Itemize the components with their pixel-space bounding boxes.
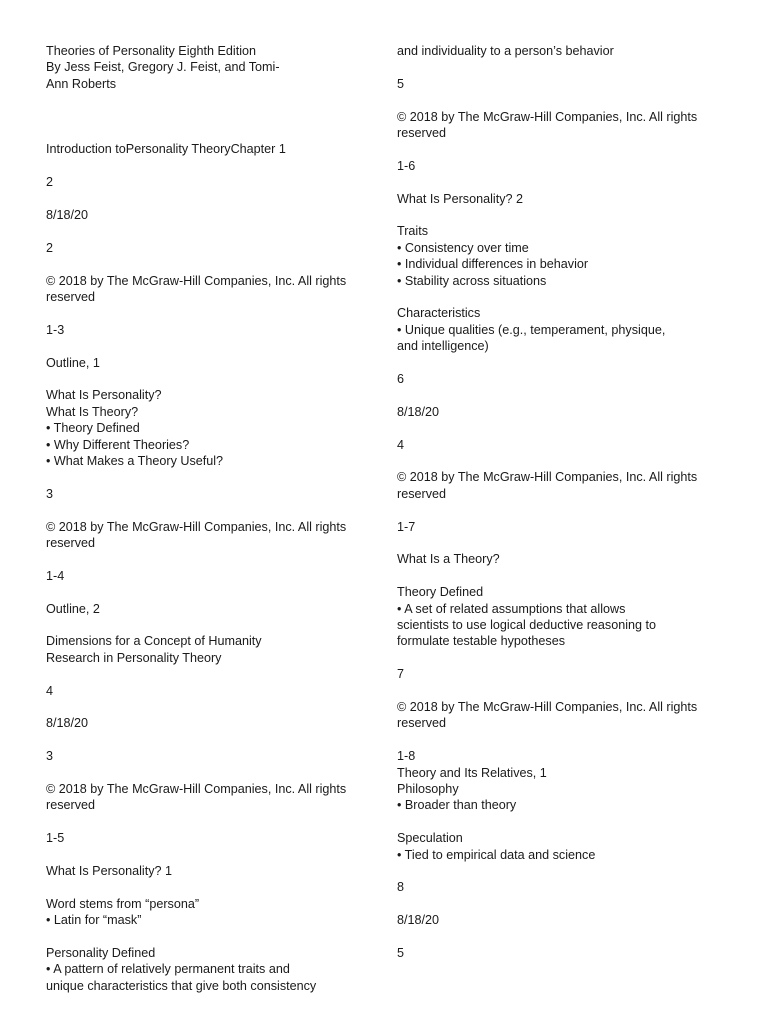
text-block: [46, 174, 361, 190]
text-block: [46, 748, 361, 764]
text-line: unique characteristics that give both consistency: [46, 978, 317, 993]
text-block: [46, 945, 361, 994]
text-block: [46, 322, 361, 338]
text-line: [46, 109, 361, 125]
text-line: Dimensions for a Concept of Humanity: [46, 634, 262, 649]
text-line: Traits: [397, 224, 429, 239]
text-line: © 2018 by The McGraw-Hill Companies, Inc. All rights: [46, 273, 347, 288]
text-line: • Why Different Theories?: [46, 437, 190, 452]
text-line: scientists to use logical deductive reasoning to: [397, 618, 657, 633]
text-block: [46, 896, 361, 929]
text-block: [397, 404, 712, 420]
text-line: • Stability across situations: [397, 273, 547, 288]
text-line: reserved: [397, 126, 446, 140]
text-block: [46, 141, 361, 157]
text-block: [397, 584, 712, 650]
text-line: reserved: [46, 290, 95, 304]
text-block: [397, 437, 712, 453]
text-line: • Tied to empirical data and science: [397, 847, 596, 862]
text-block: [397, 666, 712, 682]
text-block: [397, 76, 712, 92]
text-line: 2: [46, 240, 54, 255]
text-line: 5: [397, 76, 405, 91]
text-line: 1-6: [397, 158, 416, 173]
text-line: Word stems from “persona”: [46, 896, 200, 911]
text-block: [397, 223, 712, 289]
text-line: reserved: [46, 798, 95, 813]
text-block: [397, 879, 712, 895]
text-line: Research in Personality Theory: [46, 650, 222, 665]
text-line: © 2018 by The McGraw-Hill Companies, Inc. All rights: [46, 519, 347, 534]
text-line: Introduction toPersonality TheoryChapter 1: [46, 142, 286, 157]
text-line: What Is Personality? 1: [46, 864, 172, 878]
text-block: [397, 912, 712, 928]
text-line: Characteristics: [397, 306, 481, 321]
text-block: [397, 191, 712, 207]
text-line: Philosophy: [397, 782, 459, 797]
text-block: [46, 633, 361, 666]
text-line: • Latin for “mask”: [46, 913, 142, 928]
text-block: [46, 109, 361, 125]
text-line: reserved: [397, 486, 446, 501]
text-block: [46, 781, 361, 814]
text-block: [46, 601, 361, 617]
text-line: 7: [397, 667, 405, 682]
text-line: 1-8: [397, 749, 416, 764]
text-line: Speculation: [397, 831, 463, 846]
left-text-column: [46, 43, 361, 1011]
text-block: [46, 683, 361, 699]
text-block: [46, 830, 361, 846]
text-block: [46, 715, 361, 731]
text-line: formulate testable hypotheses: [397, 634, 566, 649]
text-line: • Individual differences in behavior: [397, 257, 589, 272]
text-block: [397, 551, 712, 567]
text-line: Theories of Personality Eighth Edition: [46, 44, 257, 58]
text-line: • Consistency over time: [397, 240, 529, 255]
text-block: [46, 486, 361, 502]
text-line: 8/18/20: [397, 913, 440, 928]
text-block: [397, 945, 712, 961]
text-line: What Is Personality?: [46, 388, 162, 403]
text-line: • What Makes a Theory Useful?: [46, 454, 224, 469]
text-line: What Is a Theory?: [397, 552, 500, 567]
text-line: 1-5: [46, 831, 65, 846]
text-block: [46, 568, 361, 584]
text-line: © 2018 by The McGraw-Hill Companies, Inc. All rights: [397, 470, 698, 485]
text-block: [46, 273, 361, 306]
text-line: • Theory Defined: [46, 421, 140, 436]
text-block: [46, 240, 361, 256]
text-block: [397, 469, 712, 502]
text-block: [46, 387, 361, 469]
text-line: and individuality to a person’s behavior: [397, 44, 614, 58]
text-line: 1-3: [46, 322, 65, 337]
text-line: 2: [46, 175, 54, 190]
text-block: [397, 371, 712, 387]
text-block: [46, 355, 361, 371]
text-block: [397, 109, 712, 142]
text-line: 5: [397, 946, 405, 961]
text-block: [397, 519, 712, 535]
text-line: © 2018 by The McGraw-Hill Companies, Inc. All rights: [397, 109, 698, 124]
text-block: [397, 43, 712, 59]
text-line: Theory and Its Relatives, 1: [397, 765, 547, 780]
text-line: 8: [397, 880, 405, 895]
text-block: [46, 519, 361, 552]
text-block: [397, 699, 712, 732]
text-line: reserved: [397, 716, 446, 731]
text-line: 8/18/20: [397, 404, 440, 419]
text-line: 3: [46, 749, 54, 764]
text-line: 3: [46, 486, 54, 501]
text-line: and intelligence): [397, 339, 489, 354]
text-line: © 2018 by The McGraw-Hill Companies, Inc. All rights: [46, 782, 347, 796]
text-line: 4: [397, 437, 405, 452]
text-line: reserved: [46, 536, 95, 551]
text-line: Ann Roberts: [46, 76, 117, 91]
text-block: [397, 830, 712, 863]
text-block: [397, 305, 712, 354]
text-line: 1-7: [397, 519, 416, 534]
text-line: © 2018 by The McGraw-Hill Companies, Inc. All rights: [397, 700, 698, 715]
text-line: • Unique qualities (e.g., temperament, physique,: [397, 322, 666, 337]
text-block: [46, 43, 361, 92]
text-line: • A set of related assumptions that allows: [397, 601, 626, 616]
text-line: 1-4: [46, 568, 65, 583]
right-text-column: [397, 43, 712, 978]
text-line: • A pattern of relatively permanent traits and: [46, 962, 290, 977]
text-line: Personality Defined: [46, 946, 156, 960]
text-line: What Is Personality? 2: [397, 191, 523, 206]
text-line: Outline, 1: [46, 355, 100, 370]
text-line: • Broader than theory: [397, 798, 517, 813]
text-line: What Is Theory?: [46, 404, 139, 419]
text-line: Outline, 2: [46, 601, 100, 616]
text-line: 8/18/20: [46, 208, 89, 222]
text-line: 4: [46, 683, 54, 698]
text-line: Theory Defined: [397, 585, 484, 600]
text-block: [397, 158, 712, 174]
text-line: 8/18/20: [46, 716, 89, 731]
text-line: 6: [397, 372, 405, 387]
text-block: [46, 863, 361, 879]
text-line: By Jess Feist, Gregory J. Feist, and Tomi-: [46, 60, 280, 75]
text-block: [46, 207, 361, 223]
text-block: [397, 748, 712, 814]
